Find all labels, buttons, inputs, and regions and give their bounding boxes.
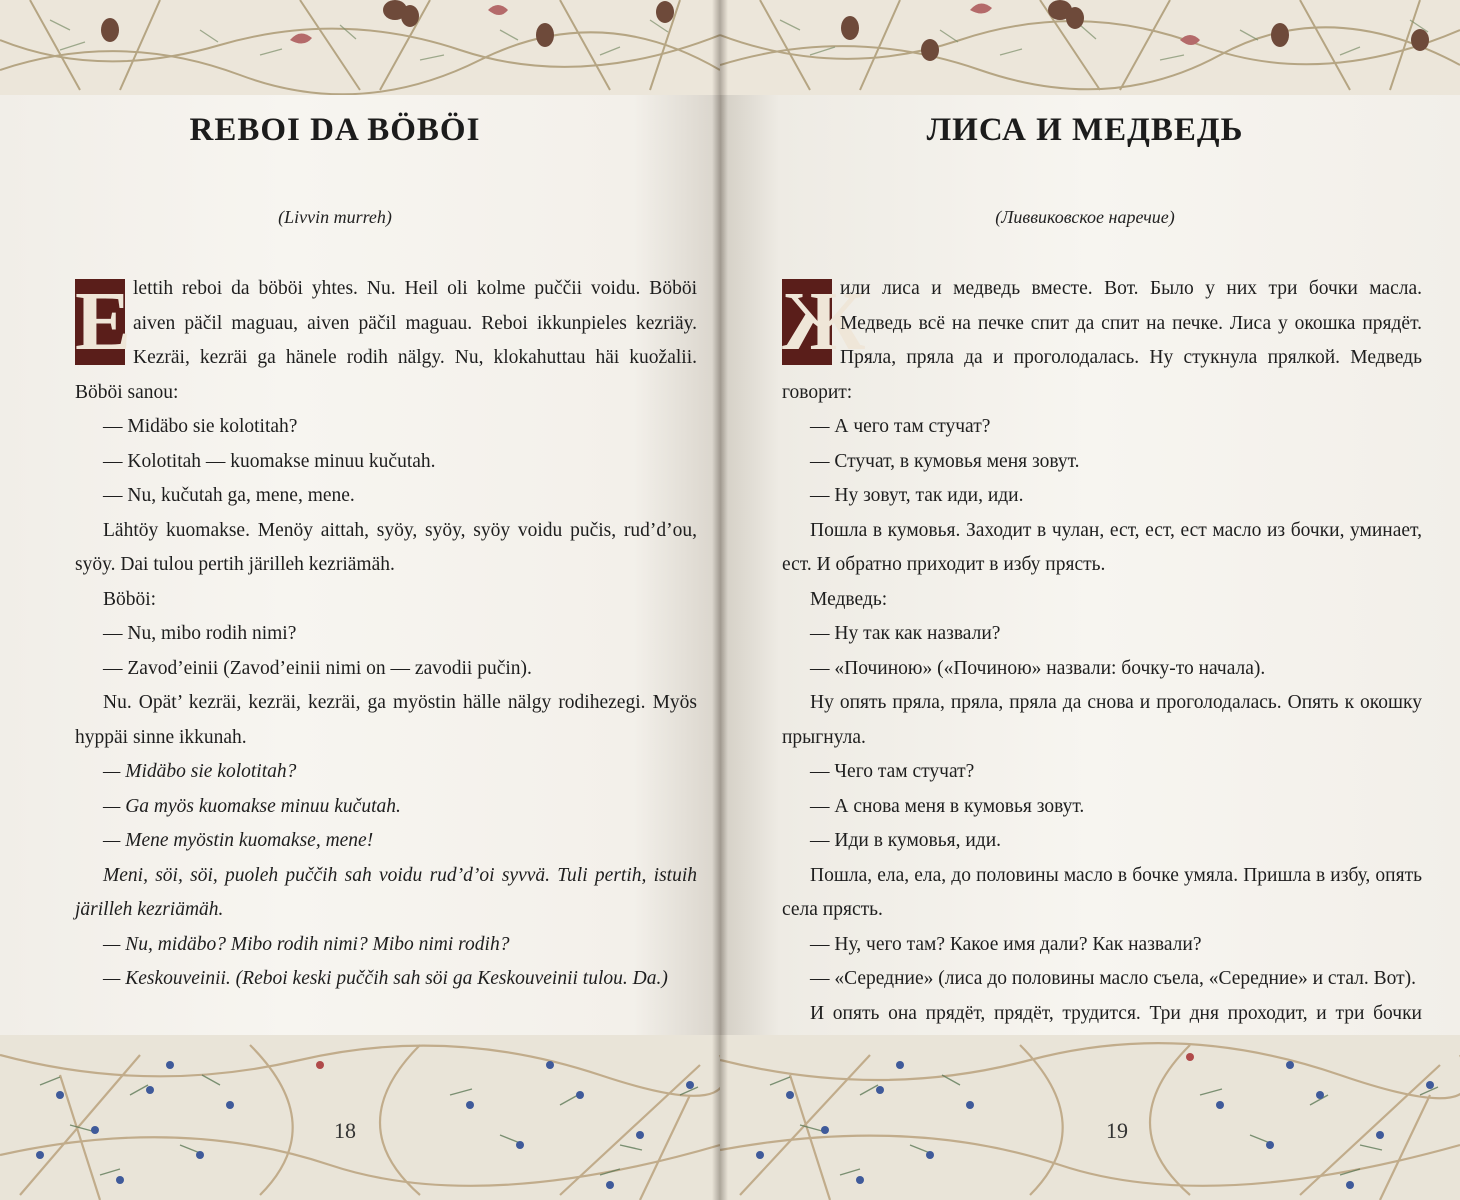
top-ornament-left bbox=[0, 0, 720, 95]
paragraph: — Nu, midäbo? Mibo rodih nimi? Mibo nimi rodih? bbox=[103, 933, 510, 955]
paragraph: И опять она прядёт, прядёт, трудится. Три дня проходит, и три бочки bbox=[810, 1002, 1422, 1024]
paragraph: — А снова меня в кумовья зовут. bbox=[810, 795, 1085, 817]
opening-paragraph bbox=[75, 272, 697, 410]
drop-cap-letter: Ж bbox=[782, 275, 866, 368]
paragraph: Meni, söi, söi, puoleh puččih sah voidu rud’d’oi syvvä. Tuli pertih, istuih järilleh kezriämäh. bbox=[75, 864, 697, 920]
paragraph: Медведь: bbox=[810, 588, 888, 610]
page-title: ЛИСА И МЕДВЕДЬ bbox=[926, 112, 1244, 148]
paragraph: — Mene myöstin kuomakse, mene! bbox=[103, 830, 374, 851]
right-page bbox=[720, 0, 1460, 1200]
paragraph: Böböi: bbox=[103, 588, 157, 610]
paragraph: — А чего там стучат? bbox=[810, 416, 991, 437]
opening-paragraph bbox=[782, 272, 1422, 410]
paragraph: — Keskouveinii. (Reboi keski puččih sah söi ga Keskouveinii tulou. Da.) bbox=[103, 968, 668, 989]
page-subtitle: (Ливвиковское наречие) bbox=[995, 207, 1175, 227]
page-number: 18 bbox=[334, 1118, 356, 1143]
bottom-ornament-left bbox=[0, 1035, 720, 1200]
paragraph: Пошла, ела, ела, до половины масло в бочке умяла. Пришла в избу, опять села прясть. bbox=[782, 864, 1422, 920]
page-subtitle: (Livvin murreh) bbox=[278, 207, 392, 227]
left-page bbox=[0, 0, 720, 1200]
paragraph: — Ну зовут, так иди, иди. bbox=[810, 485, 1024, 506]
paragraph: — Nu, mibo rodih nimi? bbox=[103, 623, 297, 644]
paragraph: Nu. Opät’ kezräi, kezräi, kezräi, ga myöstin hälle nälgy rodihezegi. Myös hyppäi sinne ikkunah. bbox=[75, 692, 697, 748]
paragraph: Ну опять пряла, пряла, пряла да снова и проголодалась. Опять к окошку прыгнула. bbox=[782, 692, 1422, 748]
paragraph: — Zavod’einii (Zavod’einii nimi on — zavodii pučin). bbox=[103, 657, 532, 679]
paragraph: — Чего там стучат? bbox=[810, 761, 975, 782]
book-spine bbox=[712, 0, 728, 1200]
paragraph: — Kolotitah — kuomakse minuu kučutah. bbox=[103, 450, 436, 472]
paragraph: — Midäbo sie kolotitah? bbox=[103, 416, 298, 437]
paragraph: — Иди в кумовья, иди. bbox=[810, 830, 1002, 851]
top-ornament-right bbox=[720, 0, 1460, 95]
story-text bbox=[75, 272, 697, 997]
page-number: 19 bbox=[1106, 1118, 1128, 1143]
paragraph: — «Середние» (лиса до половины масло съела, «Середние» и стал. Вот). bbox=[810, 968, 1417, 989]
story-text bbox=[782, 272, 1422, 1066]
bottom-ornament-right bbox=[720, 1035, 1460, 1200]
page-title: REBOI DA BÖBÖI bbox=[189, 112, 481, 148]
paragraph: — Nu, kučutah ga, mene, mene. bbox=[103, 485, 355, 506]
paragraph: — Ну так как назвали? bbox=[810, 623, 1001, 644]
opening-paragraph-text: или лиса и медведь вместе. Вот. Было у них три бочки масла. Медведь всё на печке спит да спит на печке. Лиса у окошка прядёт. Пряла, пряла да и проголодалась. Ну стукнула прялкой. Медведь говорит: bbox=[782, 278, 1422, 403]
paragraph: — Стучат, в кумовья меня зовут. bbox=[810, 450, 1080, 472]
opening-paragraph-text: lettih reboi da böböi yhtes. Nu. Heil oli kolme puččii voidu. Böböi aiven päčil maguau, aiven päčil maguau. Reboi ikkunpieles kezriäy. Kezräi, kezräi ga hänele rodih nälgy. Nu, klokahuttau häi kuožalii. Böböi sanou: bbox=[75, 278, 697, 403]
paragraph: — Ну, чего там? Какое имя дали? Как назвали? bbox=[810, 933, 1202, 955]
paragraph: — Midäbo sie kolotitah? bbox=[103, 761, 297, 782]
paragraph: Пошла в кумовья. Заходит в чулан, ест, ест, ест масло из бочки, уминает, ест. И обратно приходит в избу прясть. bbox=[782, 519, 1422, 575]
paragraph: — Ga myös kuomakse minuu kučutah. bbox=[103, 795, 401, 817]
paragraph: Lähtöy kuomakse. Menöy aittah, syöy, syöy, syöy voidu pučis, rud’d’ou, syöy. Dai tulou pertih järilleh kezriämäh. bbox=[75, 519, 697, 575]
paragraph: — «Починою» («Починою» назвали: бочку-то начала). bbox=[810, 657, 1266, 679]
drop-cap-letter: E bbox=[75, 275, 132, 368]
